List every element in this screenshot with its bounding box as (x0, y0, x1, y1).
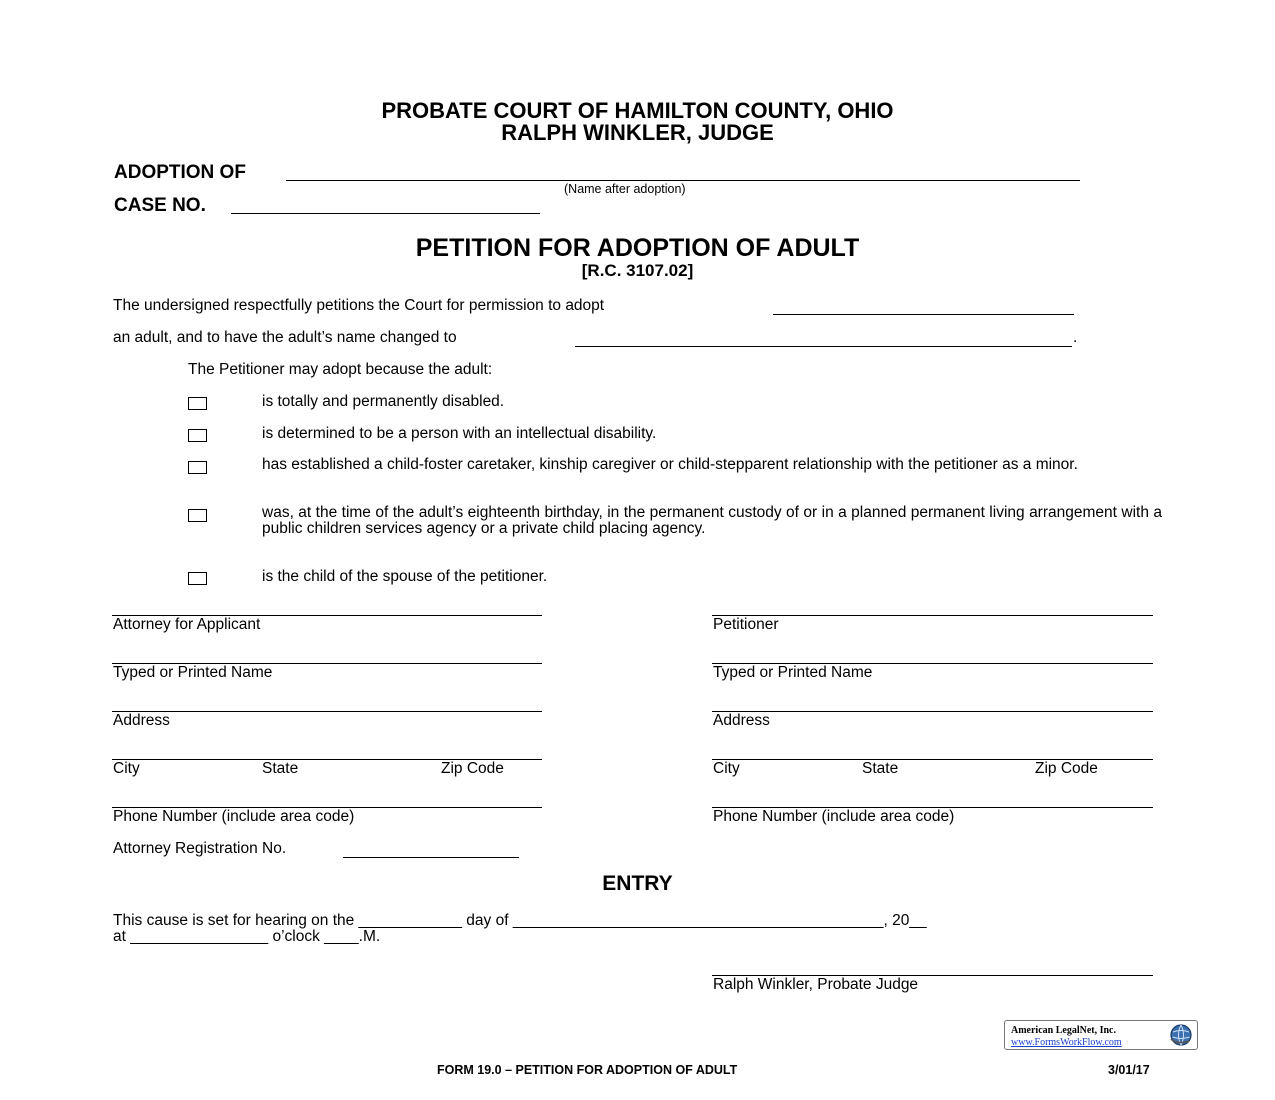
logo-company-name: American LegalNet, Inc. (1011, 1025, 1116, 1036)
reason-text-custody: was, at the time of the adult’s eighteenth birthday, in the permanent custody of or in a planned permanent living arrangement with a public children services agency or a private child placing agency. (262, 504, 1162, 537)
petitioner-zip-label: Zip Code (1035, 760, 1098, 777)
attorney-address-label: Address (113, 712, 170, 729)
name-change-text: an adult, and to have the adult’s name changed to (113, 329, 457, 346)
name-after-adoption-hint: (Name after adoption) (564, 182, 686, 196)
attorney-address-line[interactable] (112, 711, 542, 712)
form-title-footer: FORM 19.0 – PETITION FOR ADOPTION OF ADULT (437, 1063, 738, 1077)
petitioner-state-label: State (862, 760, 899, 777)
reason-checkbox-custody[interactable] (188, 509, 207, 522)
hearing-time-text: at ________________ o’clock ____.M. (113, 928, 381, 945)
attorney-title-label: Attorney for Applicant (113, 616, 261, 633)
hearing-date-text: This cause is set for hearing on the ____________ day of ___________________________________________, 20__ (113, 912, 927, 929)
form-revision-date: 3/01/17 (1108, 1063, 1150, 1077)
judge-signature-label: Ralph Winkler, Probate Judge (713, 976, 919, 993)
attorney-state-label: State (262, 760, 299, 777)
american-legalnet-logo[interactable] (1004, 1020, 1198, 1050)
attorney-phone-label: Phone Number (include area code) (113, 808, 355, 825)
name-change-period: . (1073, 329, 1078, 346)
attorney-registration-field[interactable] (343, 857, 519, 858)
petitioner-name-label: Typed or Printed Name (713, 664, 873, 681)
reason-checkbox-caretaker[interactable] (188, 461, 207, 474)
reason-text-intellectual-disability: is determined to be a person with an intellectual disability. (262, 425, 657, 442)
attorney-name-label: Typed or Printed Name (113, 664, 273, 681)
statute-reference: [R.C. 3107.02] (581, 261, 694, 280)
attorney-zip-label: Zip Code (441, 760, 504, 777)
petitioner-address-line[interactable] (712, 711, 1153, 712)
page-title: PETITION FOR ADOPTION OF ADULT (415, 234, 860, 262)
case-no-label: CASE NO. (114, 195, 206, 216)
petitioner-address-label: Address (713, 712, 770, 729)
reason-text-caretaker: has established a child-foster caretaker, kinship caregiver or child-stepparent relationship with the petitioner as a minor. (262, 456, 1078, 473)
reason-checkbox-spouse-child[interactable] (188, 572, 207, 585)
case-number-field[interactable] (231, 213, 540, 214)
reason-checkbox-disabled[interactable] (188, 397, 207, 410)
petitioner-title-label: Petitioner (713, 616, 779, 633)
adoption-name-field[interactable] (286, 180, 1080, 181)
attorney-city-label: City (113, 760, 140, 777)
petitioner-city-label: City (713, 760, 740, 777)
attorney-registration-label: Attorney Registration No. (113, 840, 287, 857)
reason-text-spouse-child: is the child of the spouse of the petitioner. (262, 568, 548, 585)
adoptee-name-field[interactable] (773, 314, 1074, 315)
court-name: PROBATE COURT OF HAMILTON COUNTY, OHIO (381, 98, 894, 123)
reason-checkbox-intellectual-disability[interactable] (188, 429, 207, 442)
logo-url-link[interactable]: www.FormsWorkFlow.com (1011, 1037, 1122, 1048)
reasons-intro: The Petitioner may adopt because the adult: (188, 361, 493, 378)
globe-icon (1169, 1023, 1193, 1047)
adoption-of-label: ADOPTION OF (114, 162, 246, 183)
entry-heading: ENTRY (602, 872, 673, 895)
new-name-field[interactable] (575, 346, 1072, 347)
judge-name: RALPH WINKLER, JUDGE (501, 120, 774, 145)
reason-text-disabled: is totally and permanently disabled. (262, 393, 505, 410)
petitioner-phone-label: Phone Number (include area code) (713, 808, 955, 825)
petition-text: The undersigned respectfully petitions the Court for permission to adopt (113, 297, 605, 314)
